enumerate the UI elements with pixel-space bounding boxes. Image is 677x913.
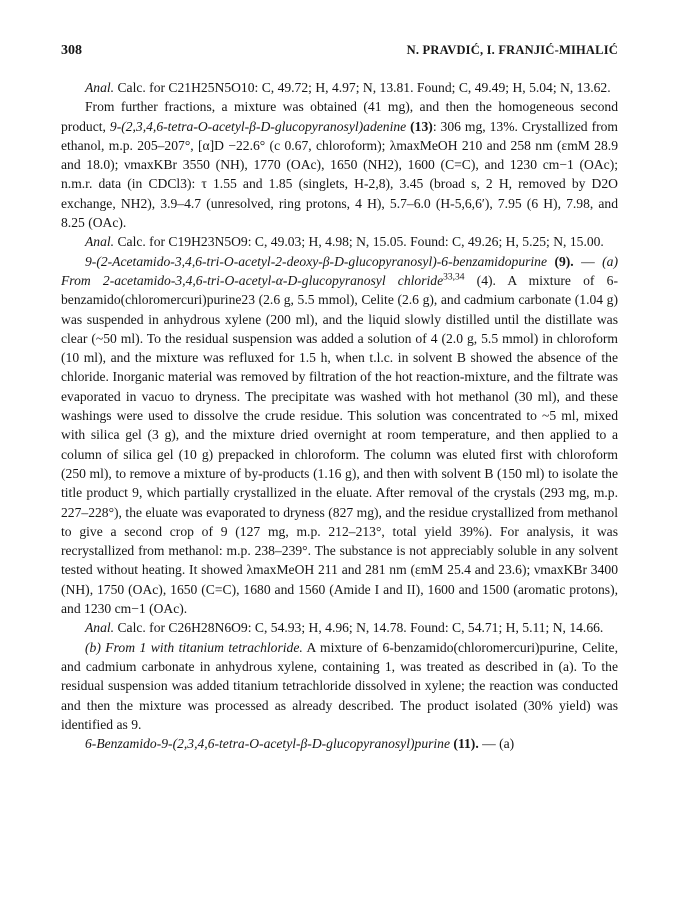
page-number: 308 [61, 43, 82, 58]
method-b-heading: (b) From 1 with titanium tetrachloride. [85, 639, 303, 655]
analysis-paragraph-3: Anal. Calc. for C26H28N6O9: C, 54.93; H, 4.96; N, 14.78. Found: C, 54.71; H, 5.11; N, 14.66. [85, 620, 604, 636]
compound-13-number: (13) [410, 118, 433, 134]
page-header [61, 43, 618, 65]
method-b-paragraph: (b) From 1 with titanium tetrachloride. A mixture of 6-benzamido(chloromercuri)purine, Celite, and cadmium carbonate in anhydrous xylene, containing 1, was treated as described in (a). To the residual suspension was added titanium tetrachloride dissolved in xylene; the reaction was conducted and then the mixture was processed as already described. The product isolated (30% yield) was identified as 9. [61, 639, 618, 732]
compound-13-name: 9-(2,3,4,6-tetra-O-acetyl-β-D-glucopyranosyl)adenine [109, 118, 407, 134]
method-a-heading: (a) From 2-acetamido-3,4,6-tri-O-acetyl-α-D-glucopyranosyl chloride [61, 253, 619, 288]
body-text [61, 78, 618, 753]
compound-9-paragraph: 9-(2-Acetamido-3,4,6-tri-O-acetyl-2-deoxy-β-D-glucopyranosyl)-6-benzamidopurine (9). — (a) From 2-acetamido-3,4,6-tri-O-acetyl-α-D-glucopyranosyl chloride$^{33,34}$ (4). A mixture of 6-benzamido(chloromercuri)purine23 (2.6 g, 5.5 mmol), Celite (2.6 g), and cadmium carbonate (1.04 g) was suspended in anhydrous xylene (200 ml), and the liquid slowly distilled until the distillate was clear (~50 ml). To the residual suspension was added a solution of 4 (2.0 g, 5.5 mmol) in chloroform (10 ml), and the mixture was refluxed for 1.5 h, when t.l.c. in solvent B showed the absence of the chloride. Inorganic material was removed by filtration of the hot reaction-mixture, and the filtrate was evaporated in vacuo to dryness. The precipitate was washed with hot methanol (30 ml), and these washings were used to dissolve the crude residue. This solution was concentrated to ~5 ml, mixed with silica gel (3 g), and the mixture dried overnight at room temperature, and then applied to a column of silica gel (10 g) prepacked in chloroform. The column was eluted first with chloroform (250 ml), to remove a mixture of by-products (1.16 g), and then with solvent B (150 ml) to isolate the title product 9, which partially crystallized in the eluate. After removal of the crystals (293 mg, m.p. 227–228°), the eluate was evaporated to dryness (827 mg), and the residue crystallized from methanol to give a second crop of 9 (127 mg, m.p. 212–213°, total yield 39%). For analysis, it was recrystallized from methanol: m.p. 238–239°. The substance is not appreciably soluble in any solvent tested without heating. It showed λmaxMeOH 211 and 281 nm (εmM 25.4 and 23.6); νmaxKBr 3400 (NH), 1750 (OAc), 1650 (C=C), 1680 and 1560 (Amide I and II), 1600 and 1500 (aromatic protons), and 1230 cm−1 (OAc). [61, 253, 619, 617]
compound-9-title: 9-(2-Acetamido-3,4,6-tri-O-acetyl-2-deoxy-β-D-glucopyranosyl)-6-benzamidopurine [85, 253, 548, 269]
running-head-authors: N. PRAVDIĆ, I. FRANJIĆ-MIHALIĆ [406, 43, 618, 57]
analysis-paragraph-1: Anal. Calc. for C21H25N5O10: C, 49.72; H, 4.97; N, 13.81. Found; C, 49.49; H, 5.04; N, 13.62. [85, 80, 611, 95]
reference-superscript: 33,34 [443, 272, 465, 283]
compound-9-number: (9). [554, 253, 574, 269]
analysis-paragraph-2: Anal. Calc. for C19H23N5O9: C, 49.03; H, 4.98; N, 15.05. Found: C, 49.26; H, 5.25; N, 15.00. [85, 234, 604, 250]
compound-13-paragraph: From further fractions, a mixture was obtained (41 mg), and then the homogeneous second product, 9-(2,3,4,6-tetra-O-acetyl-β-D-glucopyranosyl)adenine (13): 306 mg, 13%. Crystallized from ethanol, m.p. 205–207°, [α]D −22.6° (c 0.67, chloroform); λmaxMeOH 210 and 258 nm (εmM 28.9 and 18.0); νmaxKBr 3550 (NH), 1770 (OAc), 1650 (NH2), 1600 (C=C), and 1230 cm−1 (OAc); n.m.r. data (in CDCl3): τ 1.55 and 1.85 (singlets, H-2,8), 3.45 (broad s, 2 H, removed by D2O exchange, NH2), 3.9–4.7 (unresolved, ring protons, 4 H), 5.7–6.0 (H-5,6,6′), 7.95 (6 H), 7.98, and 8.25 (OAc). [61, 99, 618, 231]
compound-11-heading: 6-Benzamido-9-(2,3,4,6-tetra-O-acetyl-β-D-glucopyranosyl)purine (11). — (a) [85, 736, 515, 752]
